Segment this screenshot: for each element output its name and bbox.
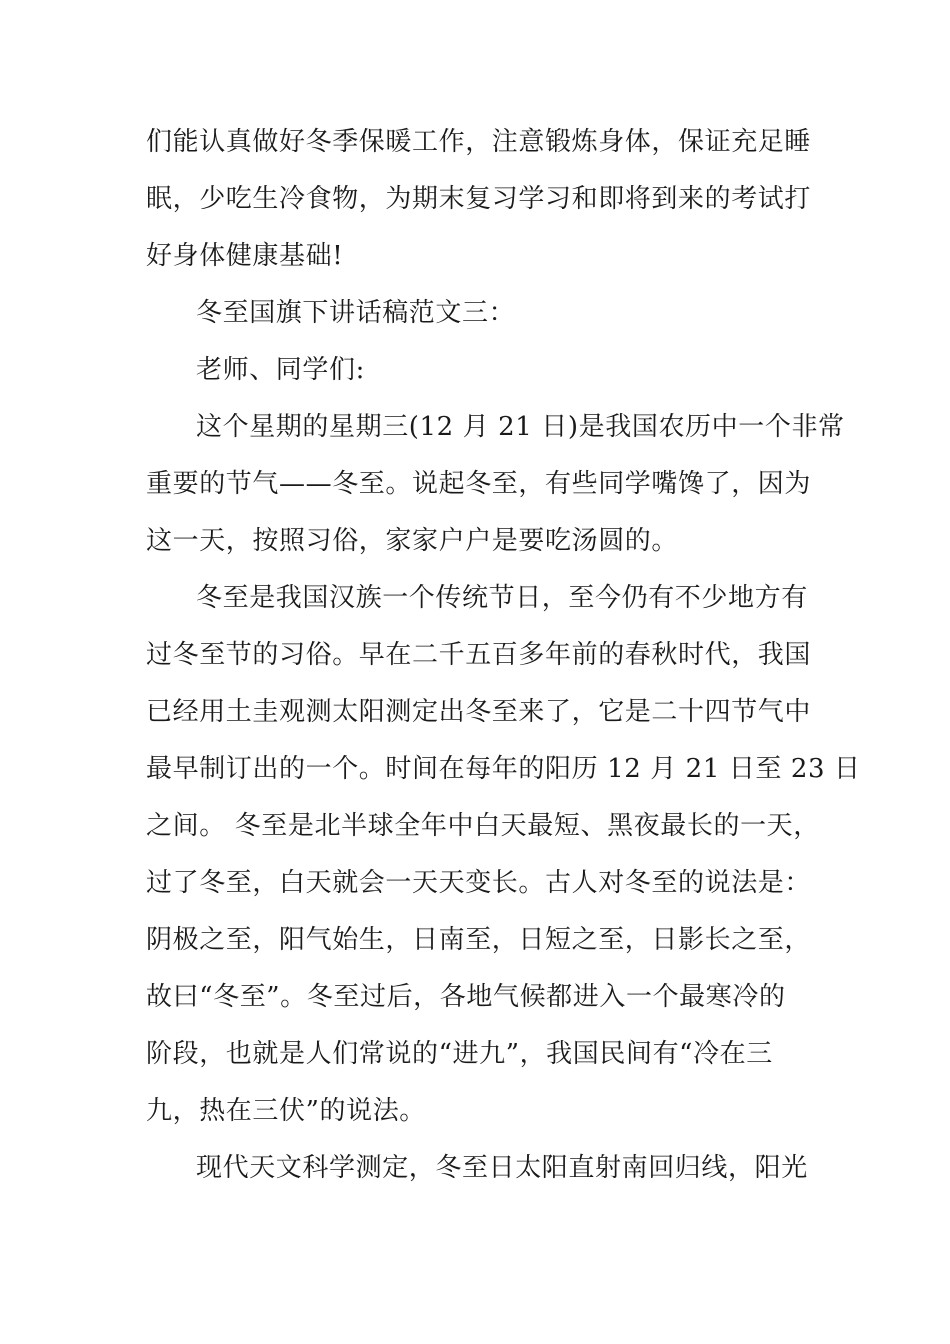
text-line: 之间。 冬至是北半球全年中白天最短、黑夜最长的一天，: [146, 811, 820, 841]
text-line: 阴极之至，阳气始生，日南至，日短之至，日影长之至，: [146, 925, 812, 955]
text-line: 好身体健康基础!: [146, 241, 344, 271]
text-line: 这一天，按照习俗，家家户户是要吃汤圆的。: [146, 526, 679, 556]
text-line: 最早制订出的一个。时间在每年的阳历 12 月 21 日至 23 日: [146, 754, 861, 784]
text-line: 已经用土圭观测太阳测定出冬至来了，它是二十四节气中: [146, 697, 812, 727]
salutation: 老师、同学们:: [196, 355, 365, 385]
text-line: 们能认真做好冬季保暖工作，注意锻炼身体，保证充足睡: [146, 127, 812, 157]
text-line: 过冬至节的习俗。早在二千五百多年前的春秋时代，我国: [146, 640, 812, 670]
section-heading: 冬至国旗下讲话稿范文三：: [196, 298, 516, 328]
text-line: 冬至是我国汉族一个传统节日，至今仍有不少地方有: [196, 583, 808, 613]
text-line: 这个星期的星期三(12 月 21 日)是我国农历中一个非常: [196, 412, 845, 442]
text-line: 重要的节气——冬至。说起冬至，有些同学嘴馋了，因为: [146, 469, 812, 499]
text-line: 现代天文科学测定，冬至日太阳直射南回归线，阳光: [196, 1153, 808, 1183]
text-line: 眠，少吃生冷食物，为期末复习学习和即将到来的考试打: [146, 184, 812, 214]
text-line: 过了冬至，白天就会一天天变长。古人对冬至的说法是：: [146, 868, 812, 898]
text-line: 故曰“冬至”。冬至过后，各地气候都进入一个最寒冷的: [146, 982, 786, 1012]
text-line: 阶段，也就是人们常说的“进九”，我国民间有“冷在三: [146, 1039, 773, 1069]
text-line: 九，热在三伏”的说法。: [146, 1096, 426, 1126]
